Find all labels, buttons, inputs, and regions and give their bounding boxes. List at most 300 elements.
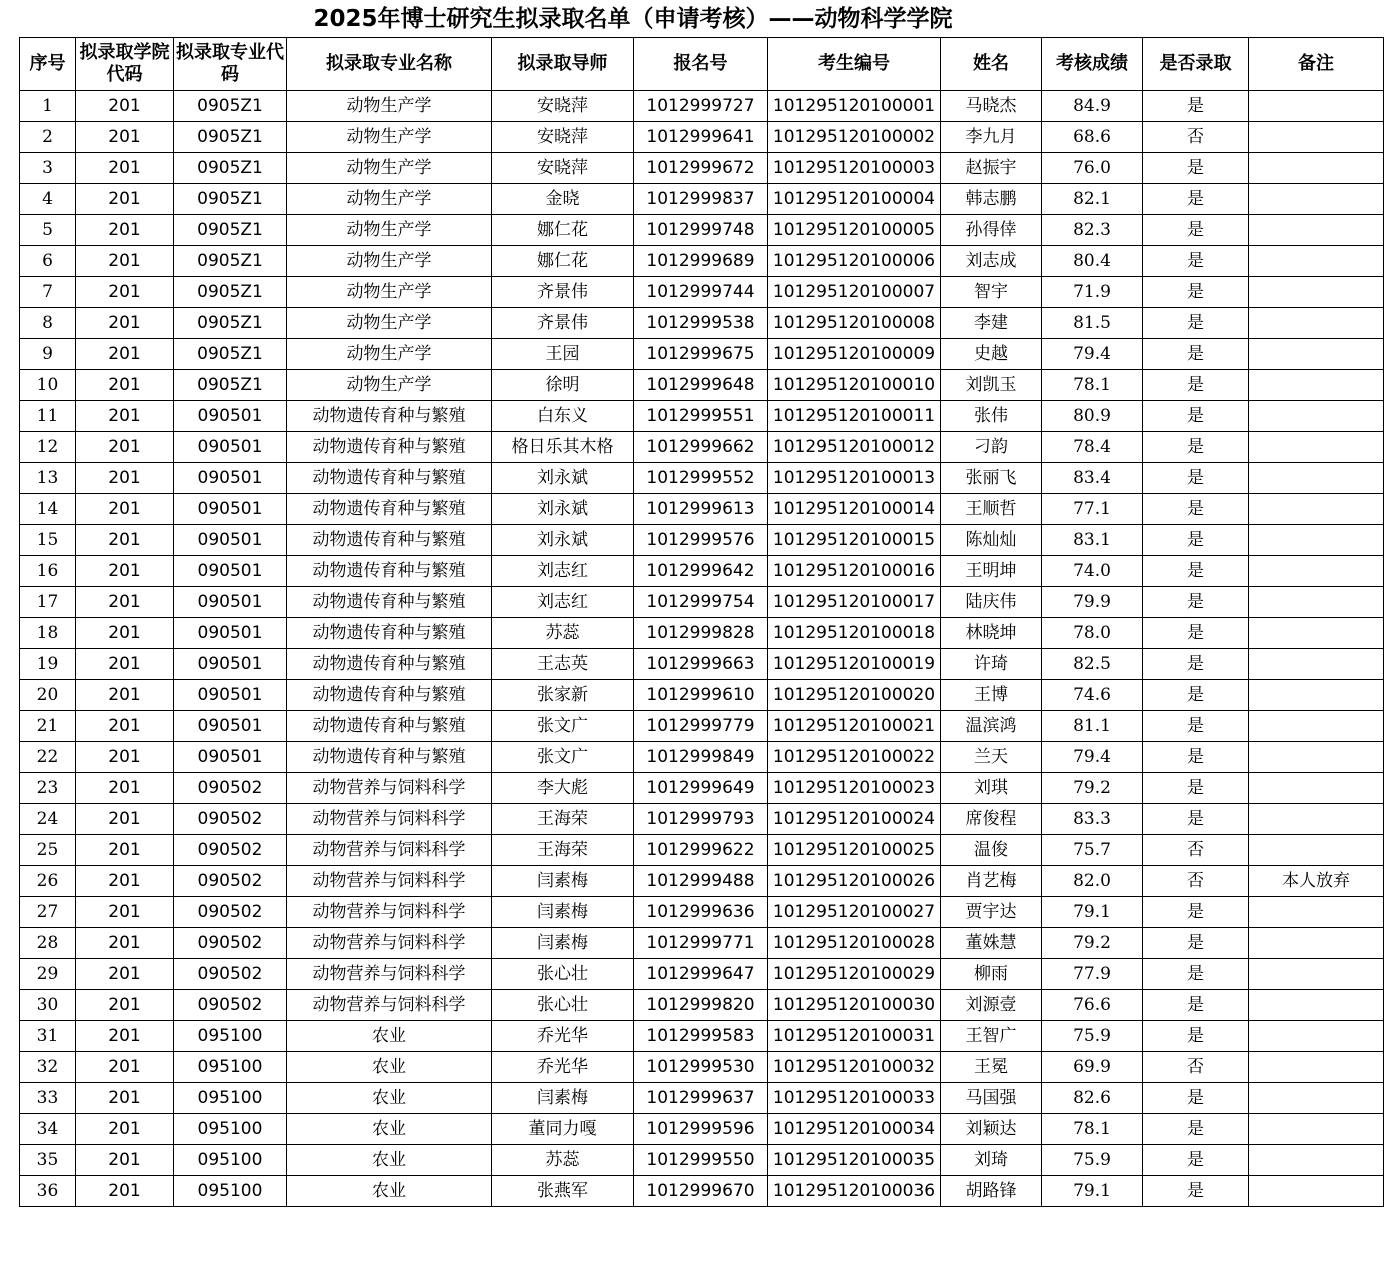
registration-no-cell: 1012999837	[634, 184, 768, 215]
remarks-cell	[1249, 463, 1384, 494]
candidate-no-cell: 101295120100028	[768, 928, 941, 959]
major-code-cell: 090501	[174, 711, 287, 742]
remarks-cell	[1249, 680, 1384, 711]
remarks-cell	[1249, 711, 1384, 742]
major-name-cell: 动物生产学	[287, 277, 492, 308]
admitted-cell: 是	[1143, 370, 1249, 401]
major-code-cell: 090502	[174, 897, 287, 928]
college-code-cell: 201	[76, 184, 174, 215]
major-name-cell: 动物遗传育种与繁殖	[287, 494, 492, 525]
score-cell: 79.9	[1042, 587, 1143, 618]
major-name-cell: 动物遗传育种与繁殖	[287, 401, 492, 432]
candidate-no-cell: 101295120100033	[768, 1083, 941, 1114]
major-name-cell: 动物营养与饲料科学	[287, 928, 492, 959]
advisor-cell: 娜仁花	[492, 215, 634, 246]
name-cell: 许琦	[941, 649, 1042, 680]
remarks-cell	[1249, 1145, 1384, 1176]
name-cell: 温滨鸿	[941, 711, 1042, 742]
table-row	[20, 370, 1384, 401]
registration-no-cell: 1012999488	[634, 866, 768, 897]
candidate-no-cell: 101295120100027	[768, 897, 941, 928]
table-row	[20, 1083, 1384, 1114]
candidate-no-cell: 101295120100001	[768, 91, 941, 122]
score-cell: 71.9	[1042, 277, 1143, 308]
name-cell: 韩志鹏	[941, 184, 1042, 215]
college-code-cell: 201	[76, 618, 174, 649]
seq-cell: 23	[20, 773, 76, 804]
major-name-cell: 动物生产学	[287, 339, 492, 370]
name-cell: 王智广	[941, 1021, 1042, 1052]
table-row	[20, 432, 1384, 463]
table-row	[20, 680, 1384, 711]
registration-no-cell: 1012999610	[634, 680, 768, 711]
seq-cell: 14	[20, 494, 76, 525]
registration-no-cell: 1012999552	[634, 463, 768, 494]
col-header-admitted: 是否录取	[1143, 38, 1249, 91]
major-code-cell: 090501	[174, 556, 287, 587]
name-cell: 马国强	[941, 1083, 1042, 1114]
major-name-cell: 动物生产学	[287, 184, 492, 215]
name-cell: 林晓坤	[941, 618, 1042, 649]
score-cell: 83.4	[1042, 463, 1143, 494]
seq-cell: 27	[20, 897, 76, 928]
seq-cell: 3	[20, 153, 76, 184]
major-name-cell: 农业	[287, 1145, 492, 1176]
table-row	[20, 91, 1384, 122]
advisor-cell: 董同力嘎	[492, 1114, 634, 1145]
admitted-cell: 是	[1143, 959, 1249, 990]
college-code-cell: 201	[76, 1083, 174, 1114]
registration-no-cell: 1012999641	[634, 122, 768, 153]
score-cell: 77.1	[1042, 494, 1143, 525]
admitted-cell: 是	[1143, 680, 1249, 711]
major-name-cell: 动物生产学	[287, 370, 492, 401]
score-cell: 76.0	[1042, 153, 1143, 184]
registration-no-cell: 1012999622	[634, 835, 768, 866]
remarks-cell	[1249, 277, 1384, 308]
name-cell: 李九月	[941, 122, 1042, 153]
candidate-no-cell: 101295120100020	[768, 680, 941, 711]
name-cell: 刘源壹	[941, 990, 1042, 1021]
candidate-no-cell: 101295120100023	[768, 773, 941, 804]
candidate-no-cell: 101295120100016	[768, 556, 941, 587]
score-cell: 79.2	[1042, 928, 1143, 959]
candidate-no-cell: 101295120100003	[768, 153, 941, 184]
table-row	[20, 649, 1384, 680]
major-code-cell: 090502	[174, 804, 287, 835]
seq-cell: 15	[20, 525, 76, 556]
score-cell: 79.2	[1042, 773, 1143, 804]
table-row	[20, 1114, 1384, 1145]
score-cell: 80.4	[1042, 246, 1143, 277]
score-cell: 78.4	[1042, 432, 1143, 463]
name-cell: 刘志成	[941, 246, 1042, 277]
college-code-cell: 201	[76, 1021, 174, 1052]
remarks-cell	[1249, 370, 1384, 401]
remarks-cell	[1249, 1052, 1384, 1083]
document-title: 2025年博士研究生拟录取名单（申请考核）——动物科学学院	[313, 6, 953, 32]
score-cell: 75.9	[1042, 1021, 1143, 1052]
advisor-cell: 李大彪	[492, 773, 634, 804]
admitted-cell: 是	[1143, 308, 1249, 339]
college-code-cell: 201	[76, 711, 174, 742]
seq-cell: 19	[20, 649, 76, 680]
college-code-cell: 201	[76, 215, 174, 246]
major-code-cell: 090502	[174, 959, 287, 990]
major-code-cell: 0905Z1	[174, 184, 287, 215]
registration-no-cell: 1012999637	[634, 1083, 768, 1114]
registration-no-cell: 1012999663	[634, 649, 768, 680]
major-name-cell: 动物遗传育种与繁殖	[287, 556, 492, 587]
major-name-cell: 动物遗传育种与繁殖	[287, 742, 492, 773]
registration-no-cell: 1012999551	[634, 401, 768, 432]
name-cell: 陆庆伟	[941, 587, 1042, 618]
remarks-cell	[1249, 618, 1384, 649]
major-name-cell: 动物生产学	[287, 122, 492, 153]
major-name-cell: 农业	[287, 1052, 492, 1083]
major-code-cell: 0905Z1	[174, 91, 287, 122]
major-name-cell: 动物遗传育种与繁殖	[287, 587, 492, 618]
college-code-cell: 201	[76, 91, 174, 122]
college-code-cell: 201	[76, 246, 174, 277]
seq-cell: 1	[20, 91, 76, 122]
registration-no-cell: 1012999642	[634, 556, 768, 587]
advisor-cell: 苏蕊	[492, 1145, 634, 1176]
remarks-cell	[1249, 1176, 1384, 1207]
table-row	[20, 773, 1384, 804]
college-code-cell: 201	[76, 556, 174, 587]
seq-cell: 5	[20, 215, 76, 246]
advisor-cell: 齐景伟	[492, 277, 634, 308]
registration-no-cell: 1012999576	[634, 525, 768, 556]
admitted-cell: 是	[1143, 463, 1249, 494]
name-cell: 孙得倖	[941, 215, 1042, 246]
table-row	[20, 122, 1384, 153]
major-code-cell: 0905Z1	[174, 153, 287, 184]
candidate-no-cell: 101295120100025	[768, 835, 941, 866]
score-cell: 76.6	[1042, 990, 1143, 1021]
major-code-cell: 0905Z1	[174, 339, 287, 370]
seq-cell: 16	[20, 556, 76, 587]
advisor-cell: 徐明	[492, 370, 634, 401]
major-code-cell: 090502	[174, 773, 287, 804]
seq-cell: 8	[20, 308, 76, 339]
table-row	[20, 494, 1384, 525]
score-cell: 82.0	[1042, 866, 1143, 897]
advisor-cell: 安晓萍	[492, 122, 634, 153]
college-code-cell: 201	[76, 401, 174, 432]
remarks-cell	[1249, 432, 1384, 463]
registration-no-cell: 1012999670	[634, 1176, 768, 1207]
candidate-no-cell: 101295120100030	[768, 990, 941, 1021]
major-code-cell: 090501	[174, 587, 287, 618]
table-row	[20, 525, 1384, 556]
candidate-no-cell: 101295120100035	[768, 1145, 941, 1176]
major-name-cell: 动物营养与饲料科学	[287, 773, 492, 804]
college-code-cell: 201	[76, 1145, 174, 1176]
college-code-cell: 201	[76, 1052, 174, 1083]
admitted-cell: 是	[1143, 897, 1249, 928]
admitted-cell: 是	[1143, 91, 1249, 122]
advisor-cell: 王志英	[492, 649, 634, 680]
advisor-cell: 闫素梅	[492, 866, 634, 897]
col-header-seq: 序号	[20, 38, 76, 91]
remarks-cell	[1249, 153, 1384, 184]
major-code-cell: 090502	[174, 835, 287, 866]
seq-cell: 2	[20, 122, 76, 153]
table-row	[20, 153, 1384, 184]
candidate-no-cell: 101295120100002	[768, 122, 941, 153]
candidate-no-cell: 101295120100029	[768, 959, 941, 990]
registration-no-cell: 1012999596	[634, 1114, 768, 1145]
major-name-cell: 动物遗传育种与繁殖	[287, 463, 492, 494]
score-cell: 83.1	[1042, 525, 1143, 556]
college-code-cell: 201	[76, 122, 174, 153]
score-cell: 82.6	[1042, 1083, 1143, 1114]
candidate-no-cell: 101295120100015	[768, 525, 941, 556]
advisor-cell: 张文广	[492, 742, 634, 773]
score-cell: 74.6	[1042, 680, 1143, 711]
candidate-no-cell: 101295120100005	[768, 215, 941, 246]
name-cell: 贾宇达	[941, 897, 1042, 928]
name-cell: 肖艺梅	[941, 866, 1042, 897]
admitted-cell: 否	[1143, 835, 1249, 866]
seq-cell: 28	[20, 928, 76, 959]
admitted-cell: 是	[1143, 494, 1249, 525]
table-row	[20, 463, 1384, 494]
score-cell: 81.1	[1042, 711, 1143, 742]
candidate-no-cell: 101295120100004	[768, 184, 941, 215]
score-cell: 79.4	[1042, 742, 1143, 773]
seq-cell: 29	[20, 959, 76, 990]
candidate-no-cell: 101295120100036	[768, 1176, 941, 1207]
col-header-advisor: 拟录取导师	[492, 38, 634, 91]
seq-cell: 6	[20, 246, 76, 277]
college-code-cell: 201	[76, 1176, 174, 1207]
seq-cell: 33	[20, 1083, 76, 1114]
admitted-cell: 是	[1143, 525, 1249, 556]
advisor-cell: 娜仁花	[492, 246, 634, 277]
seq-cell: 32	[20, 1052, 76, 1083]
college-code-cell: 201	[76, 866, 174, 897]
name-cell: 王博	[941, 680, 1042, 711]
admitted-cell: 是	[1143, 1021, 1249, 1052]
seq-cell: 20	[20, 680, 76, 711]
registration-no-cell: 1012999793	[634, 804, 768, 835]
name-cell: 刘琦	[941, 1145, 1042, 1176]
remarks-cell	[1249, 91, 1384, 122]
col-header-registration-no: 报名号	[634, 38, 768, 91]
advisor-cell: 乔光华	[492, 1021, 634, 1052]
registration-no-cell: 1012999771	[634, 928, 768, 959]
candidate-no-cell: 101295120100006	[768, 246, 941, 277]
college-code-cell: 201	[76, 339, 174, 370]
college-code-cell: 201	[76, 835, 174, 866]
table-row	[20, 401, 1384, 432]
col-header-major-code: 拟录取专业代码	[174, 38, 287, 91]
registration-no-cell: 1012999828	[634, 618, 768, 649]
major-name-cell: 动物遗传育种与繁殖	[287, 525, 492, 556]
major-name-cell: 动物遗传育种与繁殖	[287, 649, 492, 680]
score-cell: 80.9	[1042, 401, 1143, 432]
advisor-cell: 张燕军	[492, 1176, 634, 1207]
registration-no-cell: 1012999820	[634, 990, 768, 1021]
college-code-cell: 201	[76, 928, 174, 959]
admitted-cell: 是	[1143, 649, 1249, 680]
remarks-cell	[1249, 122, 1384, 153]
col-header-major-name: 拟录取专业名称	[287, 38, 492, 91]
major-name-cell: 农业	[287, 1021, 492, 1052]
seq-cell: 34	[20, 1114, 76, 1145]
registration-no-cell: 1012999849	[634, 742, 768, 773]
seq-cell: 4	[20, 184, 76, 215]
admitted-cell: 是	[1143, 246, 1249, 277]
major-name-cell: 动物生产学	[287, 153, 492, 184]
col-header-candidate-no: 考生编号	[768, 38, 941, 91]
advisor-cell: 王园	[492, 339, 634, 370]
header-row	[20, 38, 1384, 91]
seq-cell: 13	[20, 463, 76, 494]
table-row	[20, 866, 1384, 897]
score-cell: 78.1	[1042, 1114, 1143, 1145]
college-code-cell: 201	[76, 432, 174, 463]
candidate-no-cell: 101295120100034	[768, 1114, 941, 1145]
candidate-no-cell: 101295120100022	[768, 742, 941, 773]
name-cell: 刘颖达	[941, 1114, 1042, 1145]
major-name-cell: 动物生产学	[287, 215, 492, 246]
major-code-cell: 0905Z1	[174, 277, 287, 308]
name-cell: 王明坤	[941, 556, 1042, 587]
major-code-cell: 090502	[174, 866, 287, 897]
major-code-cell: 095100	[174, 1176, 287, 1207]
candidate-no-cell: 101295120100024	[768, 804, 941, 835]
name-cell: 史越	[941, 339, 1042, 370]
remarks-cell	[1249, 556, 1384, 587]
seq-cell: 36	[20, 1176, 76, 1207]
college-code-cell: 201	[76, 897, 174, 928]
advisor-cell: 王海荣	[492, 835, 634, 866]
name-cell: 兰天	[941, 742, 1042, 773]
registration-no-cell: 1012999550	[634, 1145, 768, 1176]
name-cell: 马晓杰	[941, 91, 1042, 122]
admitted-cell: 是	[1143, 1114, 1249, 1145]
admitted-cell: 是	[1143, 277, 1249, 308]
advisor-cell: 张文广	[492, 711, 634, 742]
seq-cell: 7	[20, 277, 76, 308]
remarks-cell	[1249, 587, 1384, 618]
registration-no-cell: 1012999648	[634, 370, 768, 401]
admitted-cell: 是	[1143, 804, 1249, 835]
score-cell: 83.3	[1042, 804, 1143, 835]
registration-no-cell: 1012999779	[634, 711, 768, 742]
candidate-no-cell: 101295120100007	[768, 277, 941, 308]
major-name-cell: 动物遗传育种与繁殖	[287, 432, 492, 463]
major-code-cell: 090501	[174, 432, 287, 463]
candidate-no-cell: 101295120100014	[768, 494, 941, 525]
major-name-cell: 动物营养与饲料科学	[287, 835, 492, 866]
major-name-cell: 动物营养与饲料科学	[287, 959, 492, 990]
remarks-cell	[1249, 990, 1384, 1021]
remarks-cell	[1249, 525, 1384, 556]
major-name-cell: 动物生产学	[287, 246, 492, 277]
advisor-cell: 刘永斌	[492, 525, 634, 556]
table-row	[20, 587, 1384, 618]
col-header-remarks: 备注	[1249, 38, 1384, 91]
remarks-cell	[1249, 246, 1384, 277]
major-name-cell: 动物遗传育种与繁殖	[287, 680, 492, 711]
admitted-cell: 否	[1143, 1052, 1249, 1083]
table-body	[20, 91, 1384, 1207]
table-row	[20, 928, 1384, 959]
table-row	[20, 959, 1384, 990]
major-name-cell: 动物生产学	[287, 91, 492, 122]
name-cell: 陈灿灿	[941, 525, 1042, 556]
admitted-cell: 是	[1143, 1176, 1249, 1207]
advisor-cell: 齐景伟	[492, 308, 634, 339]
major-code-cell: 090501	[174, 525, 287, 556]
candidate-no-cell: 101295120100032	[768, 1052, 941, 1083]
remarks-cell	[1249, 897, 1384, 928]
name-cell: 柳雨	[941, 959, 1042, 990]
name-cell: 赵振宇	[941, 153, 1042, 184]
table-row	[20, 339, 1384, 370]
admitted-cell: 是	[1143, 184, 1249, 215]
registration-no-cell: 1012999689	[634, 246, 768, 277]
table-row	[20, 804, 1384, 835]
registration-no-cell: 1012999672	[634, 153, 768, 184]
admitted-cell: 是	[1143, 1145, 1249, 1176]
advisor-cell: 刘永斌	[492, 463, 634, 494]
college-code-cell: 201	[76, 804, 174, 835]
remarks-cell	[1249, 649, 1384, 680]
registration-no-cell: 1012999649	[634, 773, 768, 804]
seq-cell: 11	[20, 401, 76, 432]
table-row	[20, 618, 1384, 649]
major-code-cell: 090502	[174, 990, 287, 1021]
major-code-cell: 0905Z1	[174, 370, 287, 401]
table-row	[20, 184, 1384, 215]
remarks-cell	[1249, 959, 1384, 990]
candidate-no-cell: 101295120100012	[768, 432, 941, 463]
admitted-cell: 是	[1143, 990, 1249, 1021]
college-code-cell: 201	[76, 587, 174, 618]
name-cell: 董姝慧	[941, 928, 1042, 959]
major-name-cell: 农业	[287, 1083, 492, 1114]
seq-cell: 12	[20, 432, 76, 463]
admitted-cell: 是	[1143, 556, 1249, 587]
seq-cell: 35	[20, 1145, 76, 1176]
table-row	[20, 277, 1384, 308]
admitted-cell: 是	[1143, 432, 1249, 463]
admitted-cell: 是	[1143, 401, 1249, 432]
registration-no-cell: 1012999727	[634, 91, 768, 122]
candidate-no-cell: 101295120100031	[768, 1021, 941, 1052]
major-code-cell: 090502	[174, 928, 287, 959]
seq-cell: 26	[20, 866, 76, 897]
col-header-score: 考核成绩	[1042, 38, 1143, 91]
college-code-cell: 201	[76, 308, 174, 339]
remarks-cell	[1249, 773, 1384, 804]
remarks-cell	[1249, 1083, 1384, 1114]
score-cell: 82.3	[1042, 215, 1143, 246]
candidate-no-cell: 101295120100021	[768, 711, 941, 742]
college-code-cell: 201	[76, 773, 174, 804]
advisor-cell: 苏蕊	[492, 618, 634, 649]
major-name-cell: 动物生产学	[287, 308, 492, 339]
table-row	[20, 1176, 1384, 1207]
college-code-cell: 201	[76, 959, 174, 990]
table-row	[20, 308, 1384, 339]
